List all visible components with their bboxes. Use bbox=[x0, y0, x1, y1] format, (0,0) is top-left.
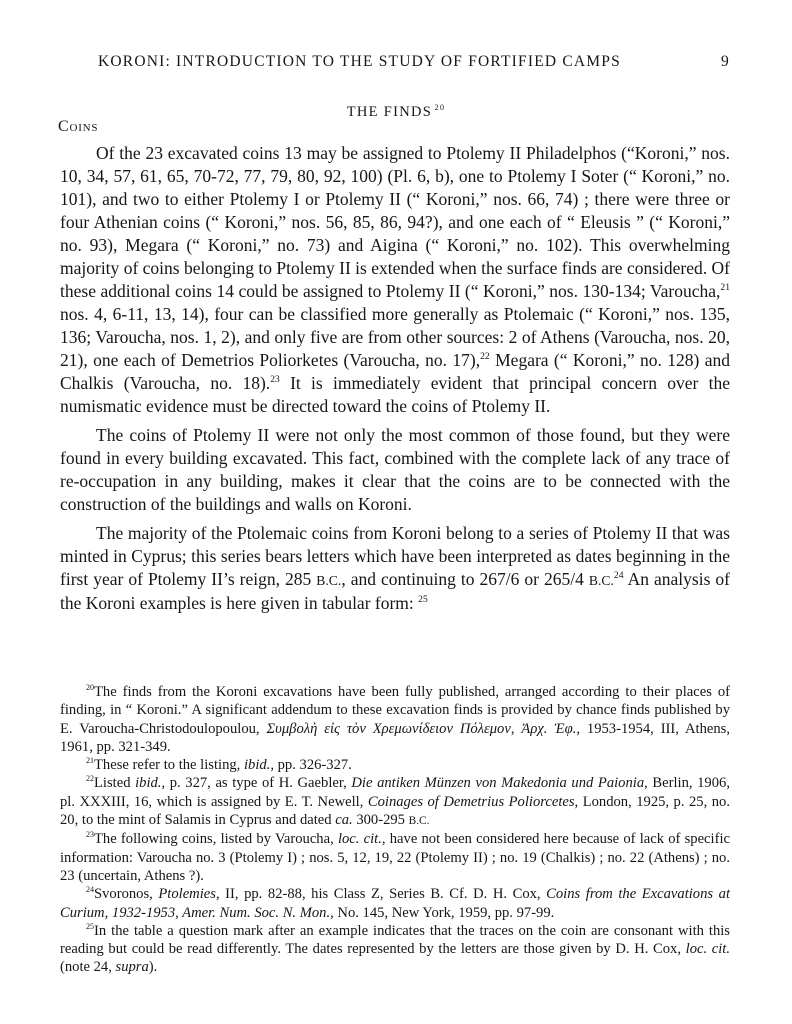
text-run: , pp. 326-327. bbox=[270, 757, 352, 774]
text-run: , have not been considered here because of lack of specific information: Varoucha no. 3 (Ptolemy I) ; nos. 5, 12, 19, 22 (Ptolemy II) ; no. 19 (Chalkis) ; no. 22 (Athens) ; no. 23 (uncertain, Athens ?). bbox=[60, 831, 730, 884]
text-run: nos. 4, 6-11, 13, 14), four can be classified more generally as Ptolemaic (“ Koroni,” nos. 135, 136; Varoucha, nos. 1, 2), and only five are from other sources: 2 of Athens (Varoucha, nos. 20, 21), one each of Demetrios Poliorketes (Varoucha, no. 17), bbox=[60, 304, 730, 370]
text-run: , bbox=[510, 720, 522, 737]
footnote-ref: 25 bbox=[418, 594, 428, 606]
text-run: The majority of the Ptolemaic coins from Koroni belong to a series of Ptolemy II that was minted in Cyprus; this series bears letters which have been interpreted as dates beginning in the first year of Ptolemy II’s reign, 285 bbox=[60, 523, 730, 589]
section-title bbox=[0, 104, 792, 121]
era-abbrev: B.C. bbox=[316, 573, 342, 588]
era-abbrev: B.C. bbox=[408, 815, 430, 828]
text-run: Svoronos, bbox=[94, 886, 159, 903]
greek-title: Συμβολὴ εἰς τὸν Χρεμωνίδειον Πόλεμον bbox=[266, 720, 511, 737]
text-run: Of the 23 excavated coins 13 may be assigned to Ptolemy II Philadelphos (“Koroni,” nos. 10, 34, 57, 61, 65, 70-72, 77, 79, 80, 92, 100) (Pl. 6, b), one to Ptolemy I Soter (“ Koroni,” no. 101), and two to either Ptolemy I or Ptolemy II (“ Koroni,” nos. 66, 74) ; there were three or four Athenian coins (“ Koroni,” nos. 56, 85, 86, 94?), and one each of “ Eleusis ” (“ Koroni,” no. 93), Megara (“ Koroni,” no. 73) and Aigina (“ Koroni,” no. 102). This overwhelming majority of coins belonging to Ptolemy II is extended when the surface finds are considered. Of these additional coins 14 could be assigned to Ptolemy II (“ Koroni,” nos. 130-134; Varoucha, bbox=[60, 143, 730, 301]
text-run: 300-295 bbox=[352, 812, 409, 829]
italic-run: supra bbox=[115, 959, 149, 976]
footnote-23 bbox=[60, 830, 730, 885]
text-run: , No. 145, New York, 1959, pp. 97-99. bbox=[330, 904, 555, 921]
footnote-ref: 24 bbox=[613, 570, 624, 582]
text-run: It is immediately evident that principal concern over the numismatic evidence must be directed toward the coins of Ptolemy II. bbox=[60, 373, 730, 416]
italic-run: ca. bbox=[335, 812, 353, 829]
body-text bbox=[60, 142, 730, 621]
text-run: , Berlin, 1906, pl. XXXIII, 16, which is assigned by E. T. Newell, bbox=[60, 775, 730, 810]
footnote-ref: 21 bbox=[720, 282, 730, 294]
footnote-number: 24 bbox=[86, 885, 95, 895]
text-run: An analysis of the Koroni examples is here given in tabular form: bbox=[60, 569, 730, 613]
footnotes bbox=[60, 683, 730, 977]
text-run: , II, pp. 82-88, his Class Z, Series B. Cf. D. H. Cox, bbox=[215, 886, 547, 903]
era-abbrev: B.C. bbox=[588, 573, 614, 588]
text-run: Megara (“ Koroni,” no. 128) and Chalkis (Varoucha, no. 18). bbox=[60, 350, 730, 393]
text-run: (note 24, bbox=[60, 959, 116, 976]
footnote-ref: 20 bbox=[434, 103, 446, 113]
subhead-coins bbox=[58, 118, 98, 136]
text-run: ). bbox=[148, 959, 158, 976]
footnote-ref: 22 bbox=[480, 351, 490, 363]
text-run: , London, 1925, p. 25, no. 20, to the mint of Salamis in Cyprus and dated bbox=[60, 793, 730, 829]
footnote-number: 20 bbox=[86, 683, 95, 693]
paragraph-1 bbox=[60, 142, 730, 418]
text-run: , and continuing to 267/6 or 265/4 bbox=[341, 569, 589, 589]
footnote-20 bbox=[60, 683, 730, 756]
journal-abbrev: Ἀρχ. Ἐφ. bbox=[521, 720, 577, 737]
text-run: Listed bbox=[94, 775, 136, 792]
page-number: 9 bbox=[721, 53, 730, 70]
italic-run: loc. cit. bbox=[685, 941, 730, 958]
paragraph-3 bbox=[60, 522, 730, 615]
running-title: KORONI: INTRODUCTION TO THE STUDY OF FORTIFIED CAMPS bbox=[98, 53, 621, 70]
footnote-number: 21 bbox=[86, 756, 95, 766]
footnote-ref: 23 bbox=[270, 374, 280, 386]
text-run: The following coins, listed by Varoucha, bbox=[94, 831, 338, 848]
italic-run: loc. cit. bbox=[337, 831, 382, 848]
italic-run: ibid. bbox=[243, 757, 271, 774]
italic-run: Coins from the Excavations at Curium, 1932-1953, Amer. Num. Soc. N. Mon. bbox=[60, 886, 731, 921]
italic-run: Ptolemies bbox=[158, 886, 216, 903]
text-run: , p. 327, as type of H. Gaebler, bbox=[161, 775, 352, 792]
footnote-24 bbox=[60, 885, 730, 922]
text-run: , 1953-1954, III, Athens, 1961, pp. 321-349. bbox=[60, 720, 731, 755]
section-title-text: THE FINDS bbox=[346, 104, 433, 120]
text-run: In the table a question mark after an example indicates that the traces on the coin are consonant with this reading but could be read differently. The dates represented by the letters are those given by D. H. Cox, bbox=[60, 922, 730, 958]
footnote-number: 22 bbox=[86, 774, 95, 784]
italic-run: Die antiken Münzen von Makedonia und Paionia bbox=[351, 775, 645, 792]
paragraph-2 bbox=[60, 424, 730, 516]
text-run: The coins of Ptolemy II were not only the most common of those found, but they were found in every building excavated. This fact, combined with the complete lack of any trace of re-occupation in any building, makes it clear that the coins are to be connected with the construction of the buildings and walls on Koroni. bbox=[60, 425, 730, 514]
subhead-text: Coins bbox=[58, 118, 99, 135]
footnote-21 bbox=[60, 756, 730, 774]
footnote-number: 23 bbox=[86, 830, 95, 840]
italic-run: Coinages of Demetrius Poliorcetes bbox=[367, 793, 575, 810]
footnote-25 bbox=[60, 922, 730, 977]
text-run: These refer to the listing, bbox=[94, 757, 244, 774]
text-run: The finds from the Koroni excavations have been fully published, arranged according to their places of finding, in “ Koroni.” A significant addendum to these excavation finds is provided by chance finds published by E. Varoucha-Christodoulopoulou, bbox=[60, 684, 730, 737]
footnote-number: 25 bbox=[86, 922, 95, 931]
footnote-22 bbox=[60, 774, 730, 830]
italic-run: ibid. bbox=[135, 775, 162, 792]
